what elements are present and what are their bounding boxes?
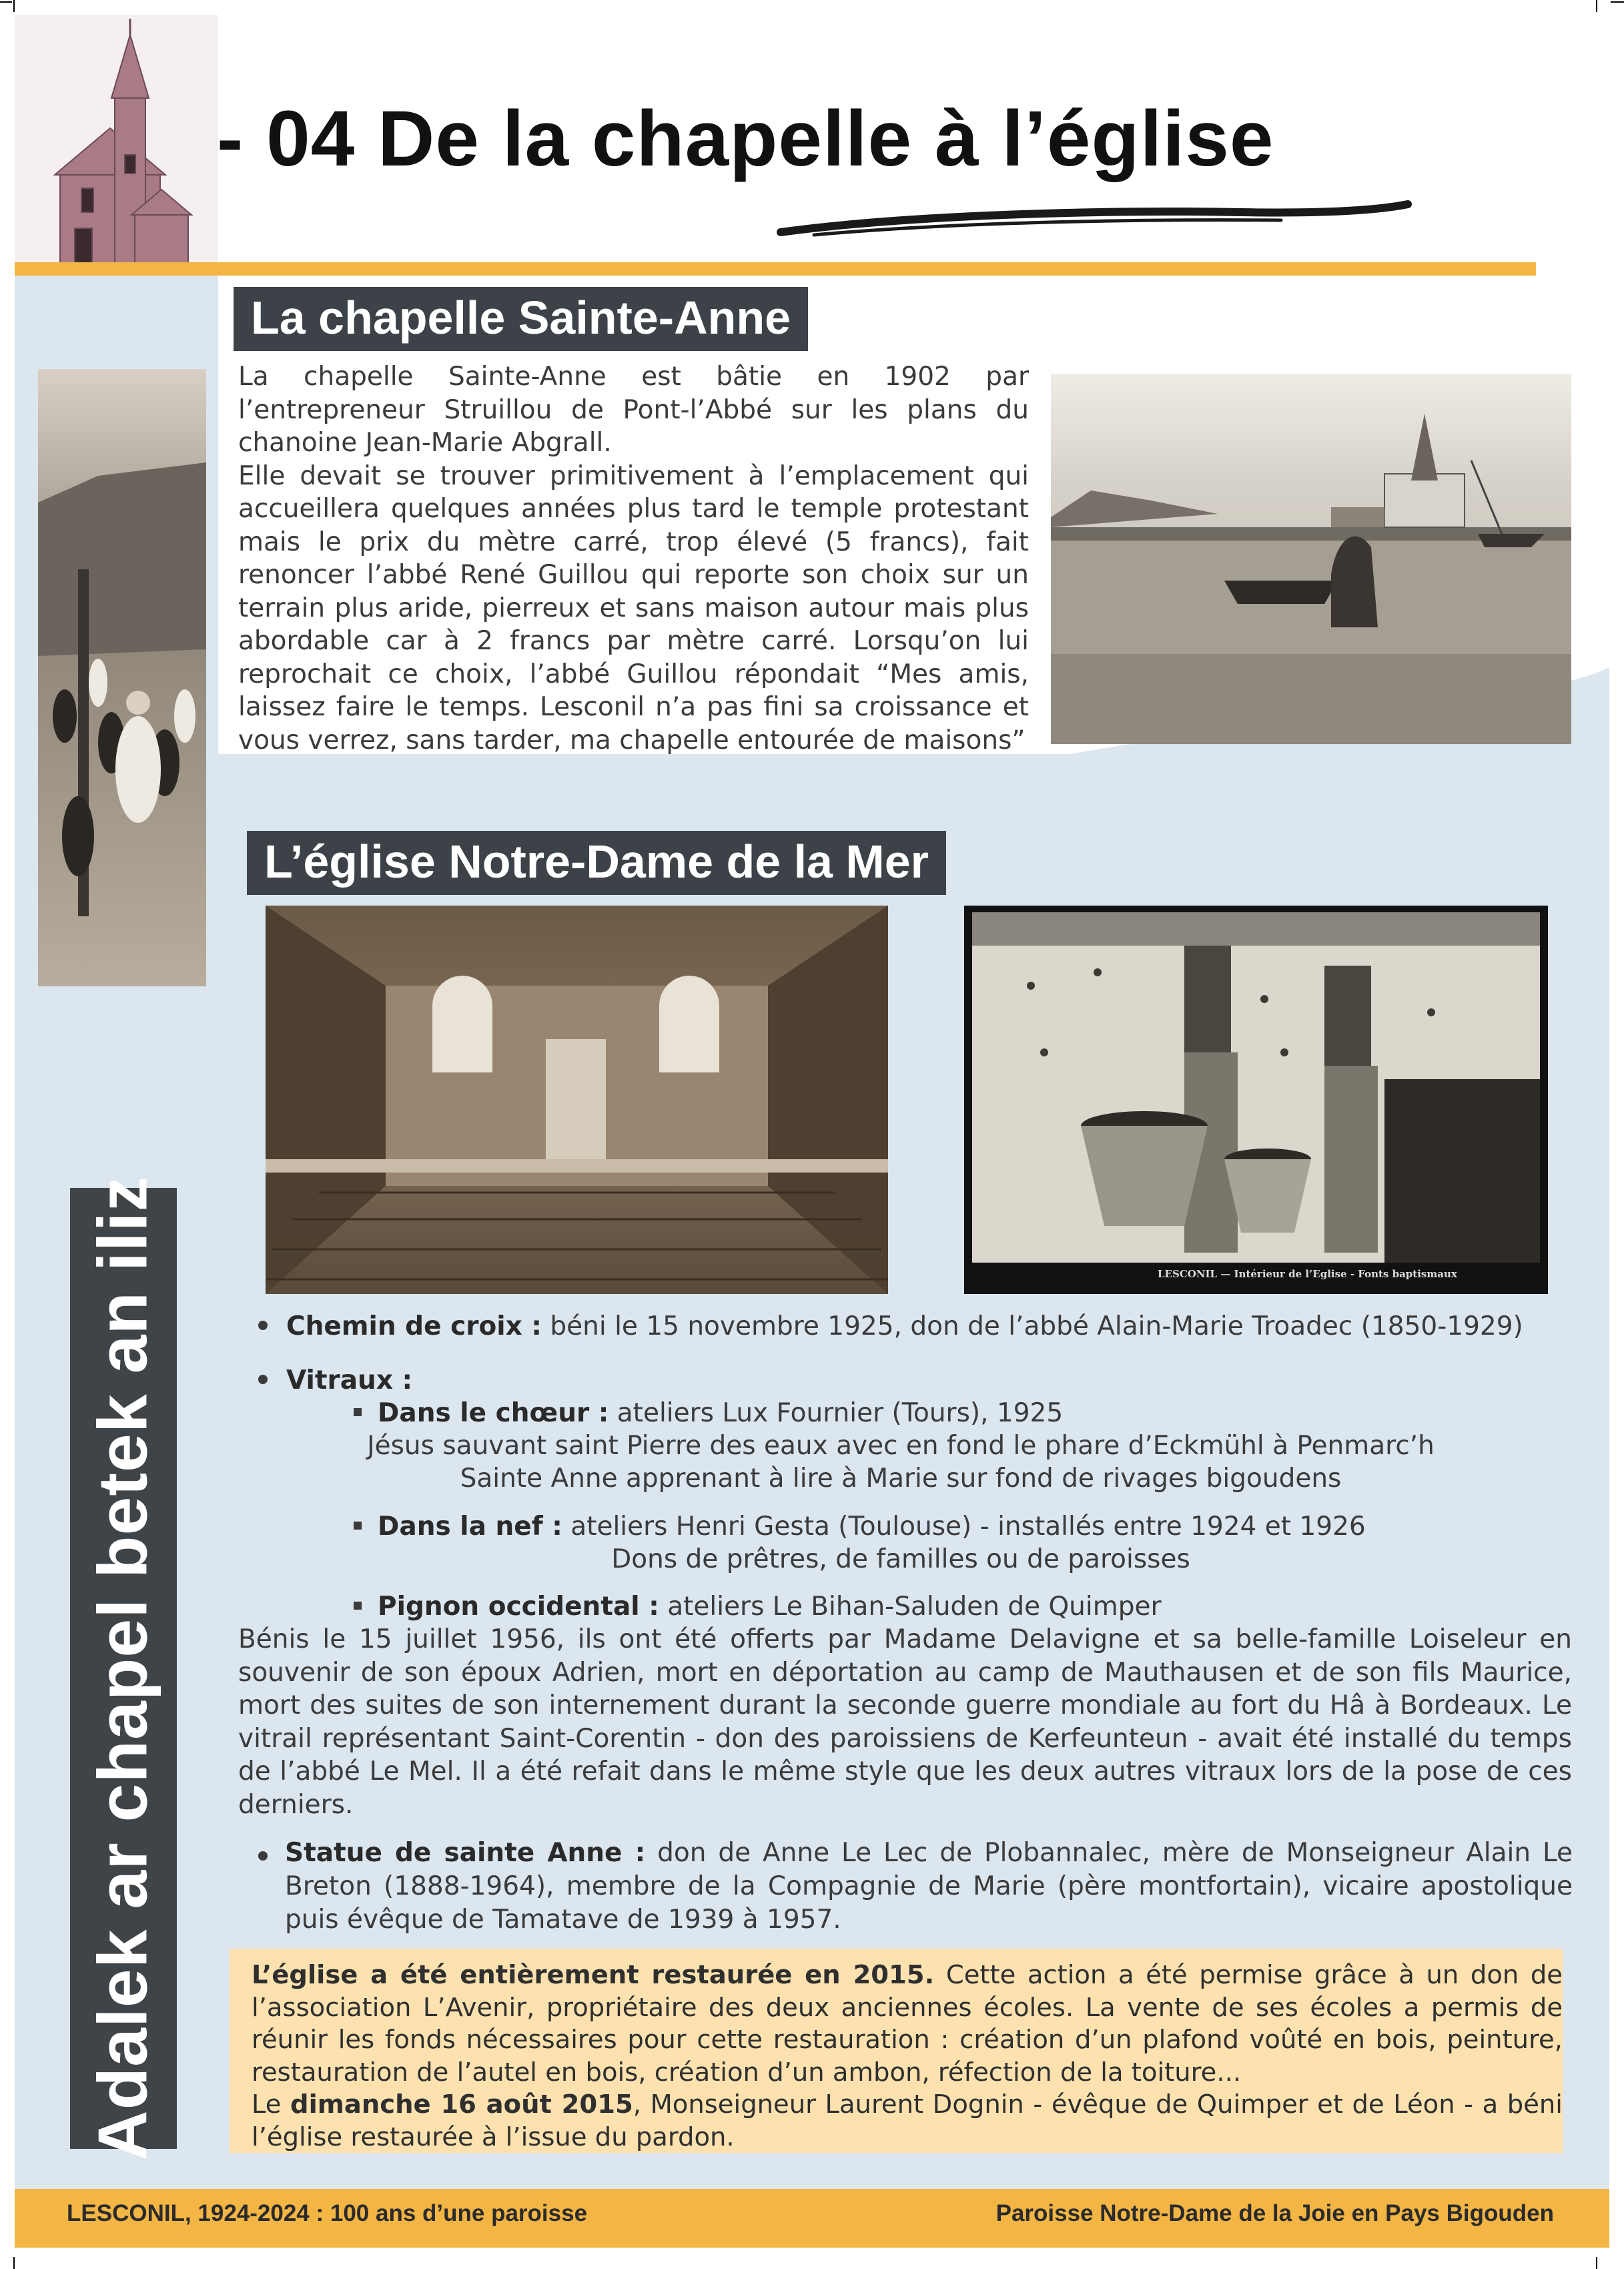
bullet-dot: [258, 1321, 268, 1330]
sub-bullet-pignon: Pignon occidental : ateliers Le Bihan-Saluden de Quimper: [354, 1590, 1162, 1624]
chapelle-paragraph-2: Elle devait se trouver primitivement à l’emplacement qui accueillera quelques années plus tard le temple protestant mais le prix du mètre carré, trop élevé (5 francs), fait renoncer l’abbé René Guillou qui reporte son choix sur un terrain plus aride, pierreux et sans maison autour mais plus abordable car à 2 francs par mètre carré. Lorsqu’on lui reprochait ce choix, l’abbé Guillou répondait “Mes amis, laissez faire le temps. Lesconil n’a pas fini sa croissance et vous verrez, sans tarder, ma chapelle entourée de maisons”: [238, 460, 1029, 755]
bullet-dot: [258, 1375, 268, 1384]
vertical-title: Adalek ar chapel betek an iliz: [84, 1176, 162, 2161]
section-heading-eglise: L’église Notre-Dame de la Mer: [247, 831, 946, 895]
church-illustration: [15, 15, 218, 267]
crop-mark: [1611, 1, 1624, 3]
restoration-paragraph-1: L’église a été entièrement restaurée en 2015. Cette action a été permise grâce à un don de l’association L’Avenir, propriétaire des deux anciennes écoles. La vente de ses écoles a permis de réunir les fonds nécessaires pour cette restauration : création d’un plafond voûté en bois, peinture, restauration de l’autel en bois, création d’un ambon, réfection de la toiture...: [252, 1960, 1563, 2087]
pignon-paragraph: Bénis le 15 juillet 1956, ils ont été offerts par Madame Delavigne et sa belle-famille Loiseleur en souvenir de son époux Adrien, mort en déportation au camp de Mauthausen et de son fils Maurice, mort des suites de son internement durant la seconde guerre mondiale au fort du Hâ à Bordeaux. Le vitrail représentant Saint-Corentin - don des paroissiens de Kerfeunteun - avait été installé du temps de l’abbé Le Mel. Il a été refait dans le même style que les deux autres vitraux lors de la pose de ces derniers.: [238, 1624, 1572, 1820]
choeur-line-2: Sainte Anne apprenant à lire à Marie sur fond de rivages bigoudens: [460, 1464, 1342, 1494]
church-interior-photo: [266, 906, 888, 1294]
section-heading-chapelle: La chapelle Sainte-Anne: [234, 287, 808, 351]
chapelle-paragraph-1: La chapelle Sainte-Anne est bâtie en 1902 par l’entrepreneur Struillou de Pont-l’Abbé sur les plans du chanoine Jean-Marie Abgrall.: [238, 362, 1029, 458]
choeur-line-1: Jésus sauvant saint Pierre des eaux avec en fond le phare d’Eckmühl à Penmarc’h: [367, 1431, 1435, 1461]
vertical-title-container: [70, 1176, 177, 2161]
statue-text: Statue de sainte Anne : don de Anne Le Lec de Plobannalec, mère de Monseigneur Alain Le Breton (1888-1964), membre de la Compagnie de Marie (père montfortain), vicaire apostolique puis évêque de Tamatave de 1939 à 1957.: [285, 1838, 1573, 1935]
crop-mark: [13, 2257, 15, 2269]
header-rule: [15, 262, 1536, 276]
bullet-dot: [258, 1851, 268, 1861]
footer-right-text: Paroisse Notre-Dame de la Joie en Pays Bigouden: [995, 2200, 1554, 2226]
procession-photo: [38, 369, 206, 986]
chapelle-text: [238, 360, 1029, 757]
sub-bullet-nef: Dans la nef : ateliers Henri Gesta (Toulouse) - installés entre 1924 et 1926: [354, 1510, 1366, 1544]
title-underline-swoosh: [774, 200, 1414, 240]
bullet-vitraux: Vitraux :: [258, 1364, 412, 1397]
crop-mark: [1596, 0, 1597, 12]
page-title: - 04 De la chapelle à l’église: [217, 95, 1274, 183]
harbour-photo: [1051, 374, 1571, 744]
crop-mark: [0, 1, 12, 3]
fonts-photo-caption: LESCONIL — Intérieur de l’Eglise - Fonts baptismaux: [1158, 1268, 1457, 1280]
baptismal-fonts-photo: [964, 906, 1548, 1294]
sub-bullet-choeur: Dans le chœur : ateliers Lux Fournier (Tours), 1925: [354, 1397, 1063, 1430]
footer-left-text: LESCONIL, 1924-2024 : 100 ans d’une paroisse: [67, 2200, 588, 2226]
restoration-text: [252, 1959, 1563, 2154]
restoration-paragraph-2: Le dimanche 16 août 2015, Monseigneur Laurent Dognin - évêque de Quimper et de Léon - a béni l’église restaurée à l’issue du pardon.: [252, 2089, 1563, 2152]
bullet-statue: [258, 1837, 1573, 1937]
bullet-chemin: Chemin de croix : béni le 15 novembre 1925, don de l’abbé Alain-Marie Troadec (1850-1929): [258, 1310, 1523, 1343]
crop-mark: [1596, 2257, 1597, 2269]
sub-bullet-square: [354, 1522, 362, 1530]
sub-bullet-square: [354, 1408, 362, 1416]
crop-mark: [13, 0, 15, 12]
sub-bullet-square: [354, 1602, 362, 1610]
nef-line: Dons de prêtres, de familles ou de paroisses: [611, 1544, 1190, 1574]
